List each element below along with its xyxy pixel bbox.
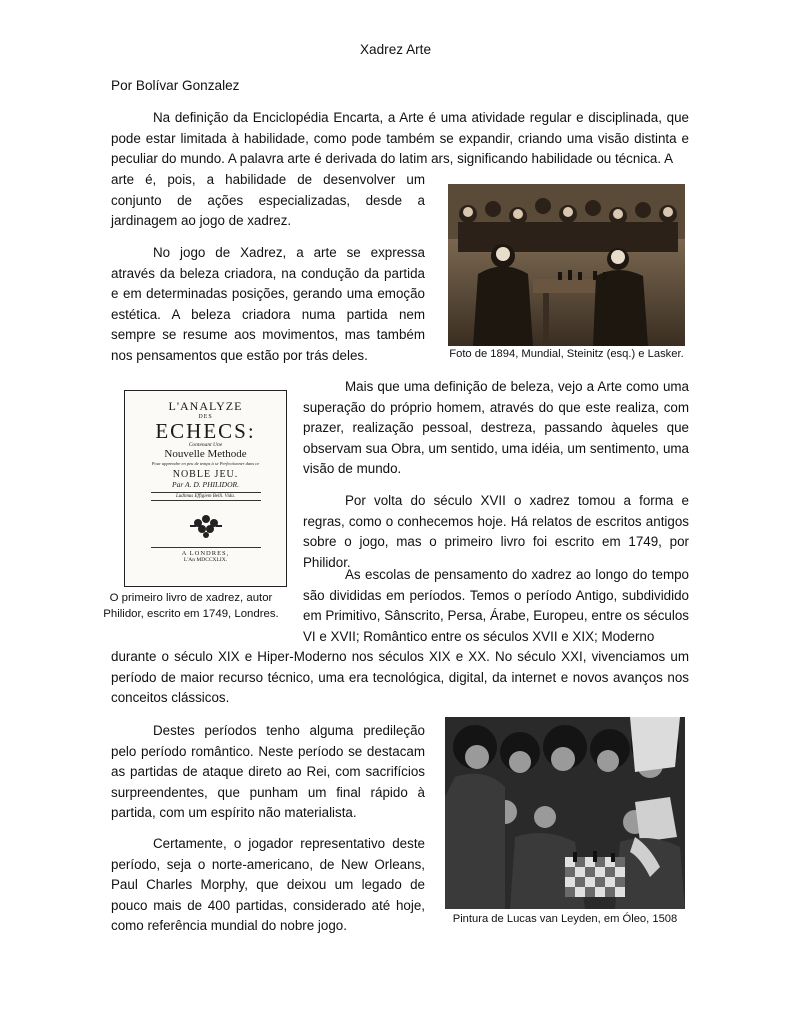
cover-line-6: Pour apprendre en peu de temps à se Perfectionner dans ce — [151, 461, 260, 466]
cover-line-1: L'ANALYZE — [168, 399, 243, 413]
cover-line-3: ECHECS: — [155, 419, 256, 443]
philidor-book-cover — [124, 390, 287, 587]
paragraph-4: Por volta do século XVII o xadrez tomou a forma e regras, como o conhecemos hoje. Há relatos de escritos antigos sobre o jogo, mas o primeiro livro foi escrito em 1749, por Philidor. — [303, 493, 689, 570]
cover-line-7: NOBLE JEU. — [172, 469, 239, 480]
cover-line-8: Par A. D. PHILIDOR. — [172, 480, 239, 489]
cover-line-9: Ludimus Effigiem Belli. Vida. — [151, 492, 261, 501]
cover-line-4: Contenant Une — [188, 442, 223, 448]
paragraph-7: Certamente, o jogador representativo deste período, seja o norte-americano, de New Orleans, Paul Charles Morphy, que deixou um legado de pouco mais de 400 partidas, considerado até hoje, como referência mundial do nobre jogo. — [111, 836, 425, 934]
paragraph-1-continued: arte é, pois, a habilidade de desenvolver um conjunto de ações especializadas, desde a jardinagem ao jogo de xadrez. — [111, 172, 425, 229]
paragraph-6: Destes períodos tenho alguma predileção pelo período romântico. Neste período se destacam as partidas de ataque direto ao Rei, com sacrifícios surpreendentes, que punham um final rápido à partida, com um espírito não materialista. — [111, 723, 425, 821]
document-title: Xadrez Arte — [359, 42, 432, 57]
document-author: Por Bolívar Gonzalez — [111, 78, 240, 93]
painting-lucas-van-leyden — [445, 717, 685, 909]
photo-1894-world-championship — [448, 184, 685, 346]
paragraph-1: Na definição da Enciclopédia Encarta, a Arte é uma atividade regular e disciplinada, que pode estar limitada à habilidade, como pode também se expandir, criando uma visão distinta e peculiar do mundo. A palavra arte é derivada do latim ars, significando habilidade ou técnica. A — [111, 110, 689, 167]
paragraph-5-continued: durante o século XIX e Hiper-Moderno nos séculos XIX e XX. No século XXI, vivenciamos um período de maior recurso técnico, uma era tecnológica, digital, da internet e novos avanços nos conceitos clássicos. — [111, 649, 689, 706]
caption-philidor: O primeiro livro de xadrez, autor Philidor, escrito em 1749, Londres. — [103, 592, 279, 620]
cover-line-2: DES — [198, 414, 213, 420]
cover-line-5: Nouvelle Methode — [164, 448, 247, 460]
paragraph-5: As escolas de pensamento do xadrez ao longo do tempo são divididas em períodos. Temos o período Antigo, subdividido em Primitivo, Sânscrito, Persa, Árabe, Europeu, entre os séculos VI e XVII; Romântico entre os séculos XVII e XIX; Moderno — [303, 567, 689, 644]
caption-photo-1894: Foto de 1894, Mundial, Steinitz (esq.) e Lasker. — [449, 348, 684, 360]
caption-leyden-painting: Pintura de Lucas van Leyden, em Óleo, 1508 — [452, 913, 678, 925]
paragraph-2: No jogo de Xadrez, a arte se expressa através da beleza criadora, na condução da partida e em determinadas posições, gerando uma emoção estética. A beleza criadora numa partida nem sempre se resume aos movimentos, mas também nos pensamentos que estão por trás deles. — [111, 245, 425, 363]
cover-line-11: L'An MDCCXLIX. — [183, 557, 228, 563]
cover-ornament-icon — [186, 511, 226, 541]
paragraph-3: Mais que uma definição de beleza, vejo a Arte como uma superação do próprio homem, através do que este realiza, com prazer, realização pessoal, destreza, passando àqueles que observam sua Obra, um sentido, uma idéia, um sentimento, uma visão de mundo. — [303, 379, 689, 477]
cover-line-10: A LONDRES, — [181, 550, 230, 557]
